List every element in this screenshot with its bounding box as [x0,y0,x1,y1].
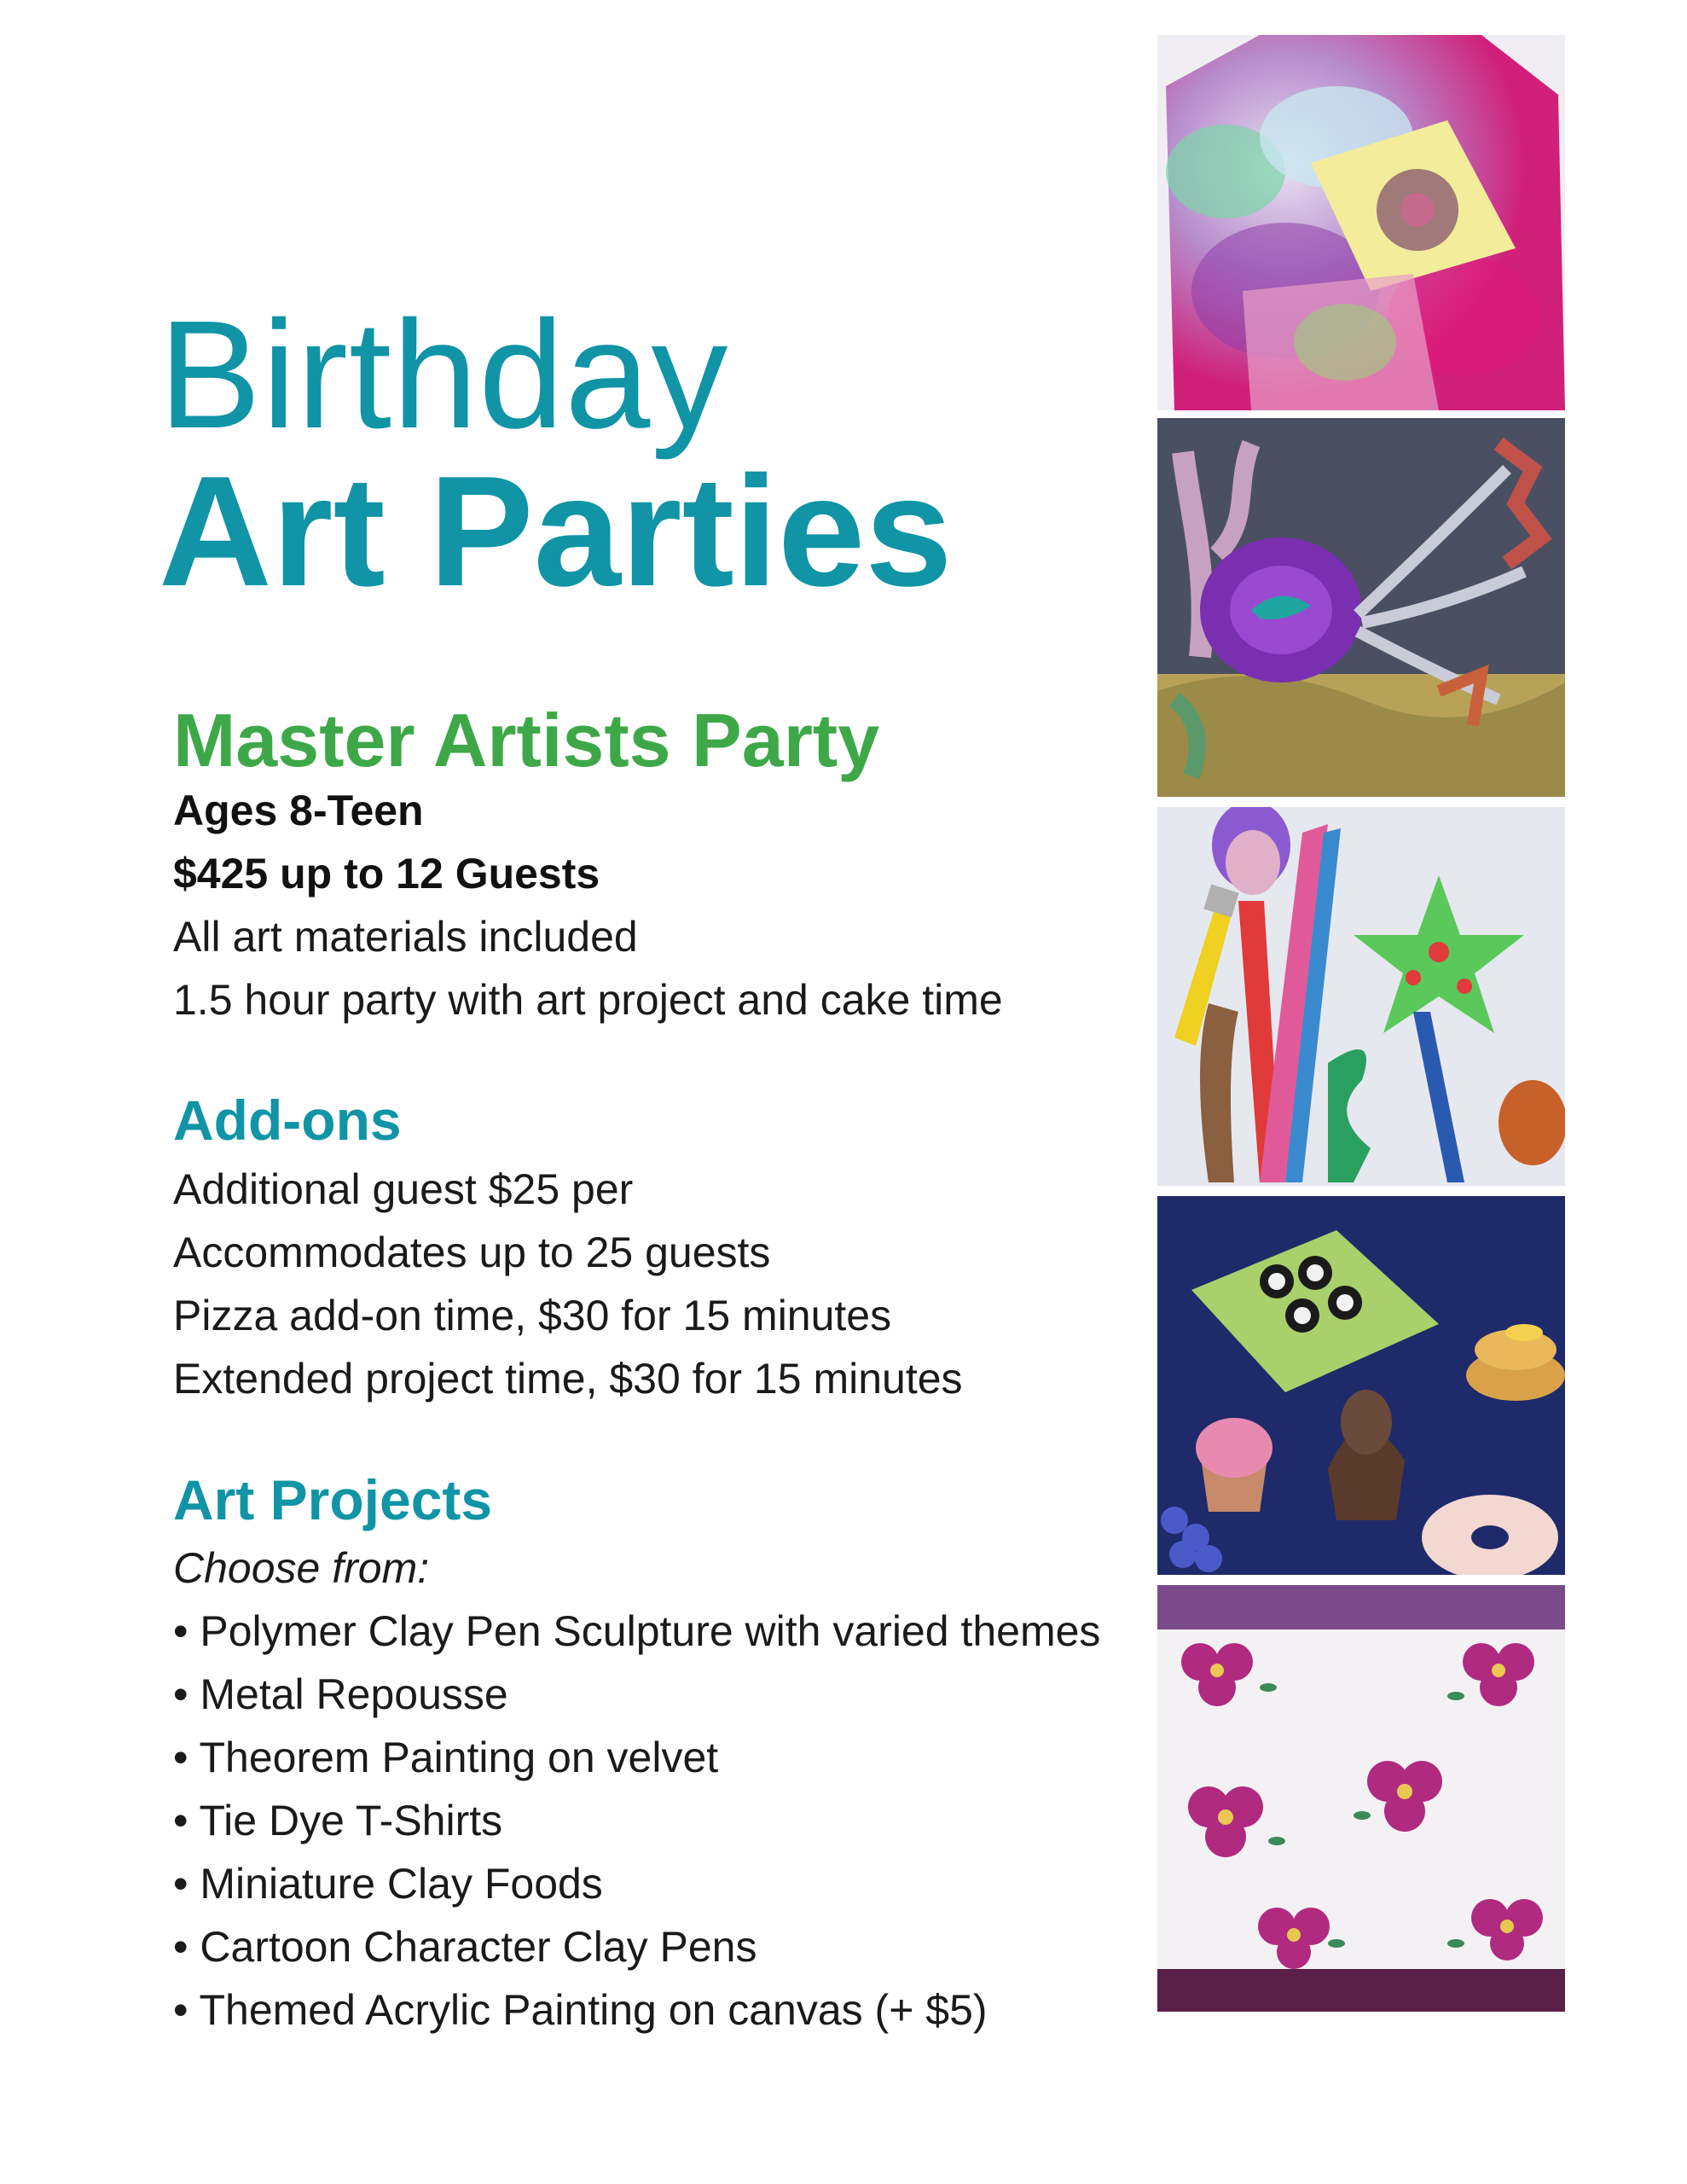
project-item: • Cartoon Character Clay Pens [173,1923,757,1971]
party-heading: Master Artists Party [173,698,880,782]
projects-heading: Art Projects [173,1468,493,1531]
clay-pens-photo [1157,807,1565,1186]
project-item: • Polymer Clay Pen Sculpture with varied themes [173,1607,1101,1655]
party-detail: All art materials included [173,913,638,961]
metal-repousse-fish-photo [1157,418,1565,797]
party-ages: Ages 8-Teen [173,787,424,834]
theorem-painting-photo [1157,1585,1565,2012]
addon-item: Pizza add-on time, $30 for 15 minutes [173,1292,892,1339]
project-item: • Theorem Painting on velvet [173,1734,719,1781]
addon-item: Accommodates up to 25 guests [173,1228,771,1276]
addon-item: Extended project time, $30 for 15 minutes [173,1355,963,1403]
page-title-line-2: Art Parties [159,443,953,619]
project-item: • Metal Repousse [173,1670,508,1718]
party-price: $425 up to 12 Guests [173,850,600,897]
miniature-clay-foods-photo [1157,1196,1565,1575]
project-item: • Tie Dye T-Shirts [173,1797,503,1844]
project-item: • Themed Acrylic Painting on canvas (+ $5) [173,1986,988,2034]
page-title-line-1: Birthday [159,289,729,461]
tie-dye-shirts-photo [1157,35,1565,410]
project-item: • Miniature Clay Foods [173,1860,603,1908]
projects-intro: Choose from: [173,1544,430,1592]
addons-heading: Add-ons [173,1089,402,1152]
party-detail: 1.5 hour party with art project and cake time [173,976,1003,1024]
addon-item: Additional guest $25 per [173,1165,634,1213]
